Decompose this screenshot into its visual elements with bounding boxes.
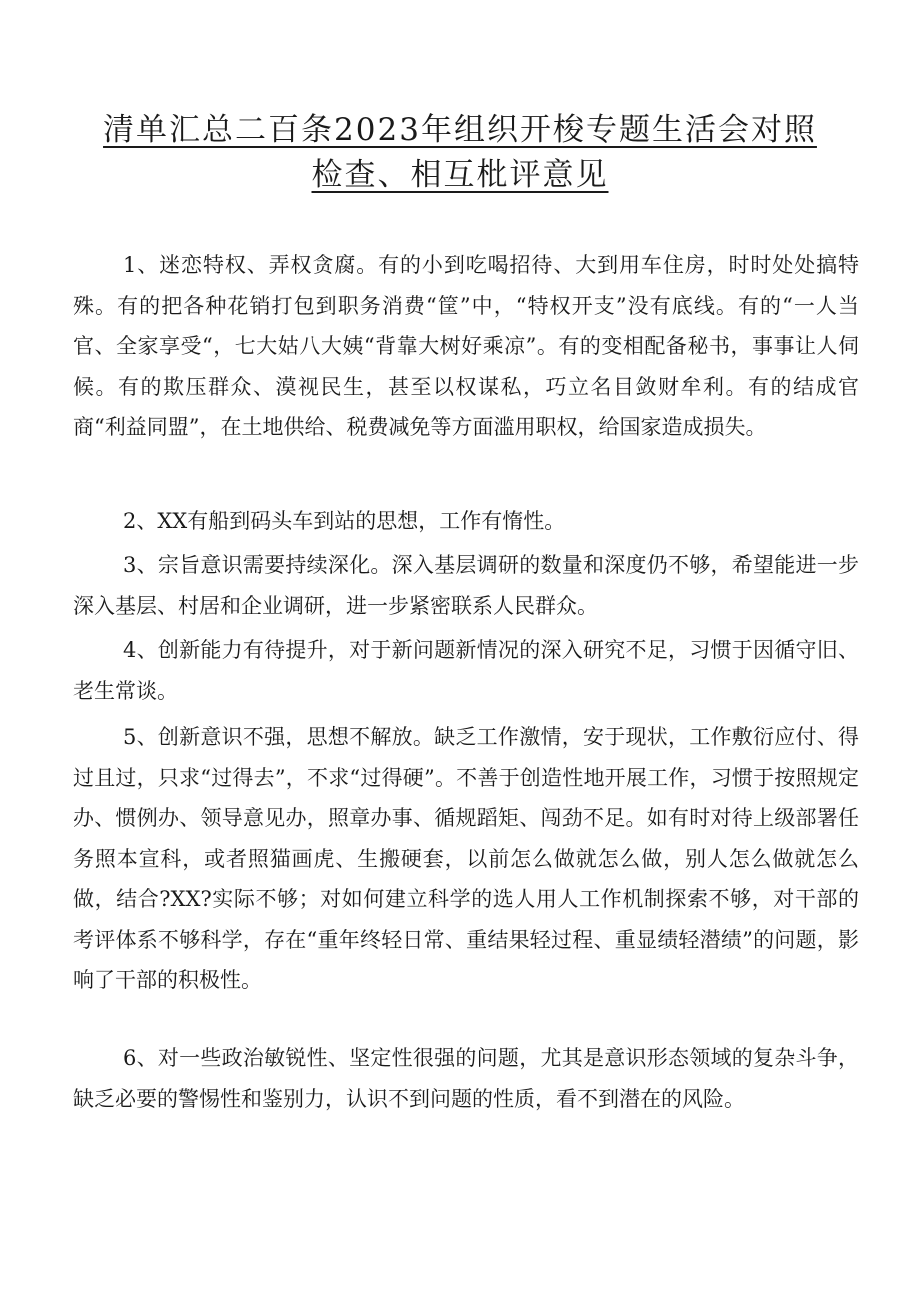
document-title-line-1	[0, 110, 920, 150]
document-title-line-2	[0, 155, 920, 195]
paragraph-6: 6、对一些政治敏锐性、坚定性很强的问题，尤其是意识形态领域的复杂斗争，缺乏必要的警惕性和鉴别力，认识不到问题的性质，看不到潜在的风险。	[73, 1046, 859, 1111]
paragraph-1: 1、迷恋特权、弄权贪腐。有的小到吃喝招待、大到用车住房，时时处处搞特殊。有的把各种花销打包到职务消费“筐”中，“特权开支”没有底线。有的“一人当官、全家享受“，七大姑八大姨“背靠大树好乘凉”。有的变相配备秘书，事事让人伺候。有的欺压群众、漠视民生，甚至以权谋私，巧立名目敛财牟利。有的结成官商“利益同盟”，在土地供给、税费减免等方面滥用职权，给国家造成损失。	[73, 253, 859, 439]
paragraph-2: 2、XX有船到码头车到站的思想，工作有惰性。	[123, 509, 566, 533]
title-text-line-1: 清单汇总二百条2023年组织开梭专题生活会对照	[103, 112, 817, 148]
paragraph-3: 3、宗旨意识需要持续深化。深入基层调研的数量和深度仍不够，希望能进一步深入基层、村居和企业调研，进一步紧密联系人民群众。	[73, 553, 859, 618]
paragraph-4: 4、创新能力有待提升，对于新问题新情况的深入研究不足，习惯于因循守旧、老生常谈。	[73, 638, 859, 703]
title-text-line-2: 检查、相互枇评意见	[311, 157, 609, 193]
paragraph-5: 5、创新意识不强，思想不解放。缺乏工作激情，安于现状，工作敷衍应付、得过且过，只求“过得去”，不求“过得硬”。不善于创造性地开展工作，习惯于按照规定办、惯例办、领导意见办，照章办事、循规蹈矩、闯劲不足。如有时对待上级部署任务照本宣科，或者照猫画虎、生搬硬套，以前怎么做就怎么做，别人怎么做就怎么做，结合?XX?实际不够；对如何建立科学的选人用人工作机制探索不够，对干部的考评体系不够科学，存在“重年终轻日常、重结果轻过程、重显绩轻潜绩”的问题，影响了干部的积极性。	[73, 725, 859, 992]
